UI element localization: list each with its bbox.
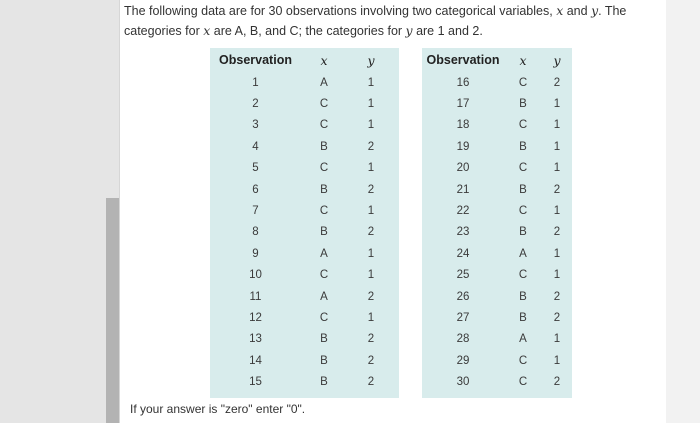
question-panel xyxy=(119,0,666,423)
table-row xyxy=(210,200,395,221)
table-row xyxy=(210,222,395,243)
cell-y: 2 xyxy=(367,290,375,303)
cell-y: 1 xyxy=(367,205,375,218)
cell-x: A xyxy=(320,247,328,260)
cell-y: 1 xyxy=(367,311,375,324)
cell-x: C xyxy=(319,311,329,324)
cell-x: B xyxy=(320,140,328,153)
cell-obs: 26 xyxy=(456,290,470,303)
table-row xyxy=(210,371,395,392)
table-header-row xyxy=(422,48,572,72)
cell-y: 1 xyxy=(367,162,375,175)
question-text: The following data are for 30 observations involving two categorical variables, x and y. The categories for x are A, B, and C; the categories for y are 1 and 2. xyxy=(124,3,627,38)
cell-y: 1 xyxy=(553,247,561,260)
cell-x: C xyxy=(319,269,329,282)
cell-x: B xyxy=(519,226,527,239)
cell-x: B xyxy=(320,376,328,389)
cell-obs: 25 xyxy=(456,269,470,282)
variable-x: x xyxy=(556,3,564,18)
table-row xyxy=(210,136,395,157)
variable-x-ref: x xyxy=(203,23,211,38)
header-observation: Observation xyxy=(426,53,500,67)
left-scroll-shade xyxy=(106,198,120,423)
cell-x: A xyxy=(519,333,527,346)
cell-x: B xyxy=(519,183,527,196)
variable-y: y xyxy=(591,3,599,18)
data-table-left xyxy=(210,48,399,398)
cell-y: 2 xyxy=(553,376,561,389)
table-row xyxy=(422,179,572,200)
cell-y: 2 xyxy=(553,226,561,239)
cell-obs: 2 xyxy=(252,98,259,111)
cell-y: 1 xyxy=(553,119,561,132)
cell-obs: 15 xyxy=(249,376,262,389)
cell-obs: 12 xyxy=(249,311,262,324)
table-row xyxy=(422,200,572,221)
cell-obs: 22 xyxy=(456,205,470,218)
cell-y: 1 xyxy=(367,119,375,132)
y-category-1: 1 xyxy=(437,24,445,38)
data-table-right xyxy=(422,48,572,398)
table-row xyxy=(210,93,395,114)
cell-obs: 18 xyxy=(456,119,470,132)
cell-y: 2 xyxy=(367,226,375,239)
observations-1-15 xyxy=(210,48,395,393)
observations-16-30 xyxy=(422,48,572,393)
table-row xyxy=(210,179,395,200)
cell-y: 1 xyxy=(553,162,561,175)
cell-y: 1 xyxy=(553,269,561,282)
answer-instruction: If your answer is "zero" enter "0". xyxy=(130,402,306,416)
cell-obs: 10 xyxy=(249,269,262,282)
table-row xyxy=(422,329,572,350)
cell-x: B xyxy=(519,311,527,324)
cell-y: 2 xyxy=(553,311,561,324)
table-row xyxy=(210,265,395,286)
cell-obs: 5 xyxy=(252,162,259,175)
cell-x: A xyxy=(320,76,328,89)
table-row xyxy=(422,136,572,157)
cell-y: 1 xyxy=(553,354,561,367)
cell-y: 1 xyxy=(367,247,375,260)
cell-x: C xyxy=(319,205,329,218)
cell-obs: 14 xyxy=(249,354,262,367)
cell-y: 1 xyxy=(553,140,561,153)
table-row xyxy=(422,72,572,93)
header-x: x xyxy=(320,52,328,68)
table-row xyxy=(422,222,572,243)
y-category-2: 2 xyxy=(472,24,480,38)
cell-obs: 11 xyxy=(249,290,262,303)
cell-obs: 21 xyxy=(456,183,470,196)
cell-y: 1 xyxy=(367,76,375,89)
cell-obs: 29 xyxy=(456,354,470,367)
table-row xyxy=(422,371,572,392)
table-row xyxy=(422,115,572,136)
cell-x: C xyxy=(518,205,528,218)
table-row xyxy=(422,158,572,179)
cell-x: C xyxy=(319,119,329,132)
cell-x: C xyxy=(518,119,528,132)
cell-x: B xyxy=(320,354,328,367)
cell-x: B xyxy=(519,140,527,153)
table-row xyxy=(210,307,395,328)
cell-y: 2 xyxy=(367,333,375,346)
cell-obs: 8 xyxy=(252,226,259,239)
cell-y: 1 xyxy=(367,98,375,111)
table-row xyxy=(210,329,395,350)
table-row xyxy=(210,243,395,264)
header-y: y xyxy=(367,52,375,68)
table-row xyxy=(210,115,395,136)
cell-x: B xyxy=(519,290,527,303)
cell-obs: 6 xyxy=(252,183,259,196)
right-margin-panel xyxy=(664,0,700,423)
cell-obs: 16 xyxy=(456,76,470,89)
cell-x: B xyxy=(320,183,328,196)
cell-y: 2 xyxy=(553,290,561,303)
table-row xyxy=(422,350,572,371)
cell-y: 1 xyxy=(553,333,561,346)
cell-y: 1 xyxy=(367,269,375,282)
cell-x: B xyxy=(320,226,328,239)
cell-obs: 1 xyxy=(252,76,259,89)
cell-obs: 28 xyxy=(456,333,470,346)
cell-x: C xyxy=(319,162,329,175)
header-y: y xyxy=(553,52,561,68)
cell-y: 1 xyxy=(553,205,561,218)
cell-x: C xyxy=(518,269,528,282)
cell-x: B xyxy=(320,333,328,346)
header-observation: Observation xyxy=(219,53,292,67)
table-header-row xyxy=(210,48,395,72)
table-row xyxy=(210,158,395,179)
cell-obs: 13 xyxy=(249,333,262,346)
cell-x: C xyxy=(518,76,528,89)
cell-obs: 20 xyxy=(456,162,470,175)
cell-x: C xyxy=(518,354,528,367)
cell-y: 2 xyxy=(553,183,561,196)
cell-obs: 3 xyxy=(252,119,259,132)
table-row xyxy=(422,307,572,328)
cell-obs: 9 xyxy=(252,247,259,260)
cell-x: C xyxy=(319,98,329,111)
cell-x: C xyxy=(518,162,528,175)
table-row xyxy=(422,265,572,286)
cell-obs: 19 xyxy=(456,140,470,153)
cell-obs: 17 xyxy=(456,98,470,111)
cell-y: 1 xyxy=(553,98,561,111)
table-row xyxy=(422,243,572,264)
cell-obs: 27 xyxy=(456,311,470,324)
cell-x: C xyxy=(518,376,528,389)
cell-obs: 7 xyxy=(252,205,259,218)
cell-obs: 30 xyxy=(456,376,470,389)
header-x: x xyxy=(519,52,527,68)
cell-y: 2 xyxy=(553,76,561,89)
table-row xyxy=(210,72,395,93)
cell-x: B xyxy=(519,98,527,111)
cell-y: 2 xyxy=(367,376,375,389)
table-row xyxy=(422,286,572,307)
cell-x: A xyxy=(320,290,328,303)
cell-obs: 24 xyxy=(456,247,470,260)
cell-y: 2 xyxy=(367,354,375,367)
cell-x: A xyxy=(519,247,527,260)
table-row xyxy=(210,350,395,371)
cell-obs: 4 xyxy=(252,140,259,153)
observation-count: 30 xyxy=(268,4,283,18)
cell-obs: 23 xyxy=(456,226,470,239)
cell-y: 2 xyxy=(367,140,375,153)
left-margin-panel xyxy=(0,0,120,423)
variable-y-ref: y xyxy=(405,23,413,38)
cell-y: 2 xyxy=(367,183,375,196)
table-row xyxy=(422,93,572,114)
table-row xyxy=(210,286,395,307)
